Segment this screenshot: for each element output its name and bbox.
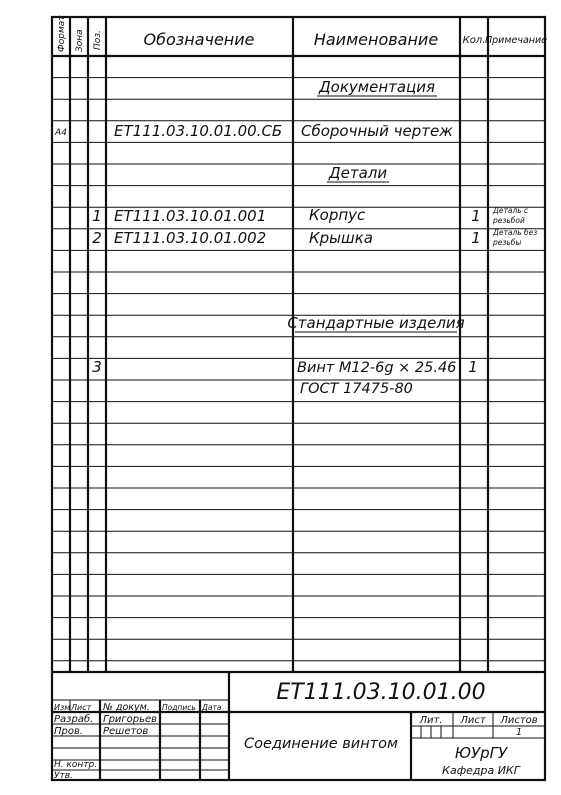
- role-developer: Разраб.: [54, 714, 94, 725]
- section-heading: Стандартные изделия: [287, 314, 465, 332]
- row-note: Деталь без: [493, 228, 538, 237]
- row-name: Сборочный чертеж: [301, 122, 453, 140]
- row-note: Деталь с: [493, 206, 529, 215]
- organization: ЮУрГУ: [454, 744, 508, 762]
- table-row: [287, 314, 464, 332]
- role-norm-control: Н. контр.: [54, 760, 98, 770]
- table-row: [92, 206, 529, 225]
- table-row: [317, 78, 437, 96]
- role-checker: Пров.: [54, 726, 84, 737]
- developer-name: Григорьев: [103, 714, 158, 725]
- row-pos: 1: [92, 207, 102, 225]
- title-block: [52, 672, 545, 781]
- col-list: Лист: [71, 703, 92, 712]
- header-name: Наименование: [313, 30, 439, 49]
- sheets-value: 1: [515, 727, 523, 738]
- sheet-label: Лист: [460, 715, 486, 726]
- table-row: [92, 228, 537, 247]
- header-pos: Поз.: [93, 30, 103, 50]
- lit-label: Лит.: [419, 715, 443, 726]
- header-qty: Кол.: [462, 35, 486, 46]
- table-row: [92, 358, 478, 376]
- table-row: [300, 381, 413, 397]
- department: Кафедра ИКГ: [442, 764, 520, 777]
- row-qty: 1: [471, 229, 481, 247]
- row-designation: ЕТ111.03.10.01.00.СБ: [114, 122, 283, 140]
- row-name: ГОСТ 17475-80: [300, 381, 413, 397]
- header-format: Формат: [57, 15, 67, 52]
- row-name: Корпус: [309, 206, 366, 224]
- row-format: А4: [55, 128, 67, 138]
- drawing-title: Соединение винтом: [244, 736, 398, 752]
- row-name: Крышка: [309, 229, 373, 247]
- checker-name: Решетов: [103, 726, 149, 737]
- section-heading: Детали: [328, 164, 388, 182]
- role-approver: Утв.: [54, 771, 73, 781]
- header-zone: Зона: [75, 29, 85, 52]
- table-row: [327, 164, 389, 182]
- col-izm: Изм: [54, 703, 71, 712]
- spec-rows: [54, 78, 537, 397]
- row-note: резьбы: [493, 238, 522, 247]
- row-qty: 1: [471, 207, 481, 225]
- table-row: [54, 122, 453, 140]
- column-lines: [52, 17, 548, 672]
- col-sign: Подпись: [162, 703, 196, 712]
- row-name: Винт М12-6g × 25.46: [297, 360, 457, 376]
- header-note: Примечание: [484, 35, 548, 46]
- doc-number: ЕТ111.03.10.01.00: [276, 680, 486, 705]
- sheets-label: Листов: [500, 715, 538, 726]
- section-heading: Документация: [318, 78, 436, 96]
- col-date: Дата: [202, 703, 222, 712]
- row-pos: 2: [92, 229, 102, 247]
- row-qty: 1: [468, 358, 478, 376]
- row-pos: 3: [92, 358, 102, 376]
- row-note: резьбой: [493, 216, 525, 225]
- col-docnum: № докум.: [103, 702, 150, 713]
- row-designation: ЕТ111.03.10.01.002: [114, 229, 267, 247]
- row-designation: ЕТ111.03.10.01.001: [114, 207, 267, 225]
- header-designation: Обозначение: [143, 30, 255, 49]
- table-header: [57, 15, 547, 52]
